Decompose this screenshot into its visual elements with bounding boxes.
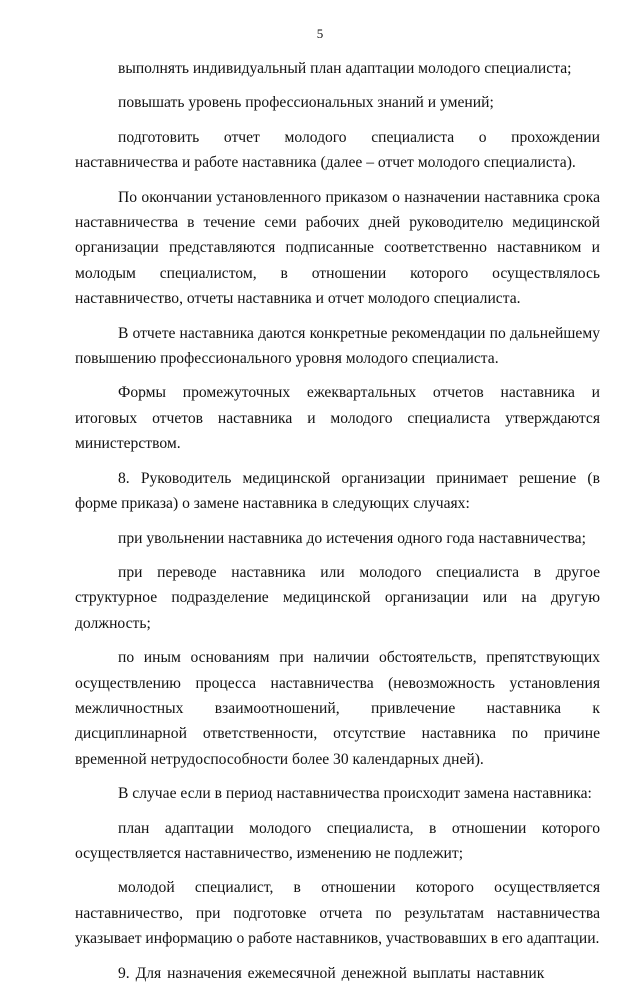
paragraph-7: 8. Руководитель медицинской организации принимает решение (в форме приказа) о замене наставника в следующих случаях: [75,469,600,513]
paragraph-1: выполнять индивидуальный план адаптации молодого специалиста; [118,60,572,77]
paragraph-3: подготовить отчет молодого специалиста о прохождении наставничества и работе наставника (далее – отчет молодого специалиста). [75,128,600,172]
paragraph-4: По окончании установленного приказом о назначении наставника срока наставничества в течение семи рабочих дней руководителю медицинской организации представляются подписанные соответственно наставником и молодым специалистом, в отношении которого осуществлялось наставничество, отчеты наставника и отчет молодого специалиста. [75,188,600,308]
paragraph-11: В случае если в период наставничества происходит замена наставника: [118,785,592,803]
paragraph-13: молодой специалист, в отношении которого осуществляется наставничество, при подготовке отчета по результатам наставничества указывает информацию о работе наставников, участвовавших в его адаптации. [75,879,600,948]
paragraph-8: при увольнении наставника до истечения одного года наставничества; [118,529,586,547]
paragraph-5: В отчете наставника даются конкретные рекомендации по дальнейшему повышению профессионального уровня молодого специалиста. [75,324,600,368]
paragraph-9: при переводе наставника или молодого специалиста в другое структурное подразделение медицинской организации или на другую должность; [75,563,600,632]
paragraph-14: 9. Для назначения ежемесячной денежной выплаты наставник [118,964,545,982]
paragraph-2: повышать уровень профессиональных знаний и умений; [118,94,494,112]
paragraph-10: по иным основаниям при наличии обстоятельств, препятствующих осуществлению процесса наставничества (невозможность установления межличностных взаимоотношений, привлечение наставника к дисциплинарной ответственности, отсутствие наставника по причине временной нетрудоспособности более 30 календарных дней). [75,649,600,768]
paragraph-12: план адаптации молодого специалиста, в отношении которого осуществляется наставничество, изменению не подлежит; [75,819,600,862]
paragraph-6: Формы промежуточных ежеквартальных отчетов наставника и итоговых отчетов наставника и молодого специалиста утверждаются министерством. [75,384,600,453]
document-body [75,56,600,986]
page-number: 5 [316,26,324,41]
